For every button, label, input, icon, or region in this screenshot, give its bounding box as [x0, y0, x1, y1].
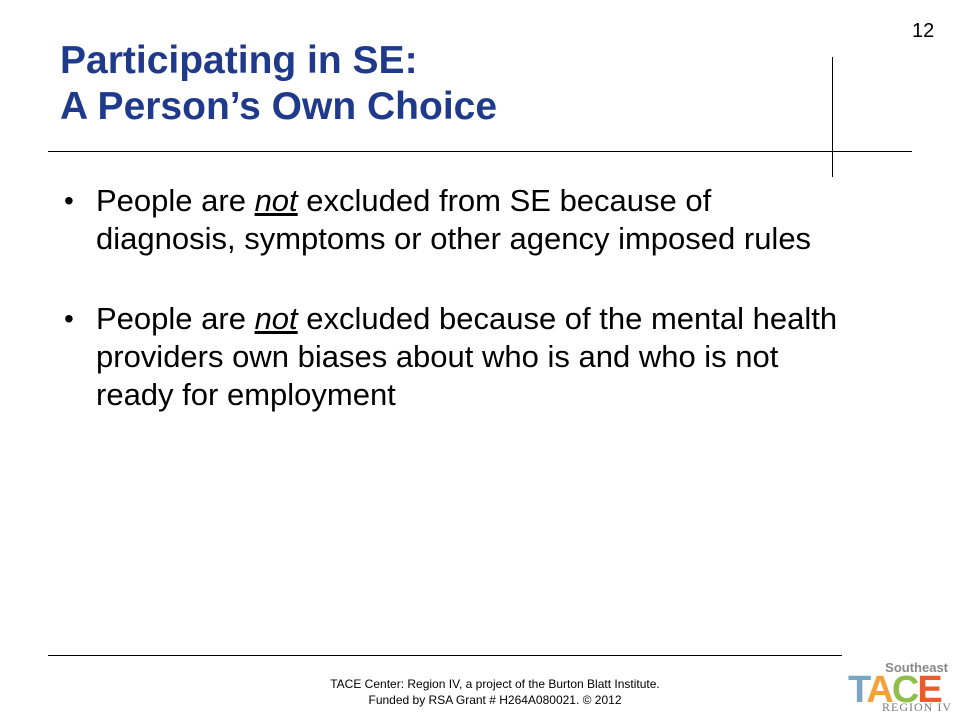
bullet-text-post: excluded from SE because of diagnosis, symptoms or other agency imposed rules — [96, 183, 812, 256]
bullet-text-emphasis: not — [254, 301, 298, 336]
logo-letter-c: C — [891, 669, 918, 711]
footer — [280, 676, 710, 708]
footer-divider — [48, 655, 842, 656]
title-line-1: Participating in SE: — [60, 39, 418, 82]
tace-logo — [848, 660, 952, 716]
logo-bottom-text: REGION IV — [882, 700, 952, 714]
bullet-marker: • — [64, 303, 74, 334]
bullet-marker: • — [64, 185, 74, 216]
logo-letter-a: A — [866, 669, 892, 711]
vertical-divider — [832, 57, 833, 177]
bullet-text-emphasis: not — [254, 183, 298, 218]
bullet-item — [60, 300, 850, 414]
logo-letter-t: T — [848, 669, 867, 711]
bullet-text-post: excluded because of the mental health providers own biases about who is and who is not ready for employment — [96, 301, 838, 412]
slide-title — [60, 38, 820, 130]
title-line-2: A Person’s Own Choice — [60, 85, 498, 128]
title-divider — [48, 151, 912, 152]
bullet-text-pre: People are — [96, 183, 255, 218]
footer-line-2: Funded by RSA Grant # H264A080021. © 2012 — [368, 693, 622, 707]
footer-line-1: TACE Center: Region IV, a project of the Burton Blatt Institute. — [330, 677, 660, 691]
bullet-text-pre: People are — [96, 301, 255, 336]
bullet-item — [60, 182, 850, 258]
logo-top-text: Southeast — [885, 660, 948, 675]
logo-letter-e: E — [917, 669, 941, 711]
bullet-list — [60, 182, 850, 456]
slide-number: 12 — [912, 20, 935, 42]
